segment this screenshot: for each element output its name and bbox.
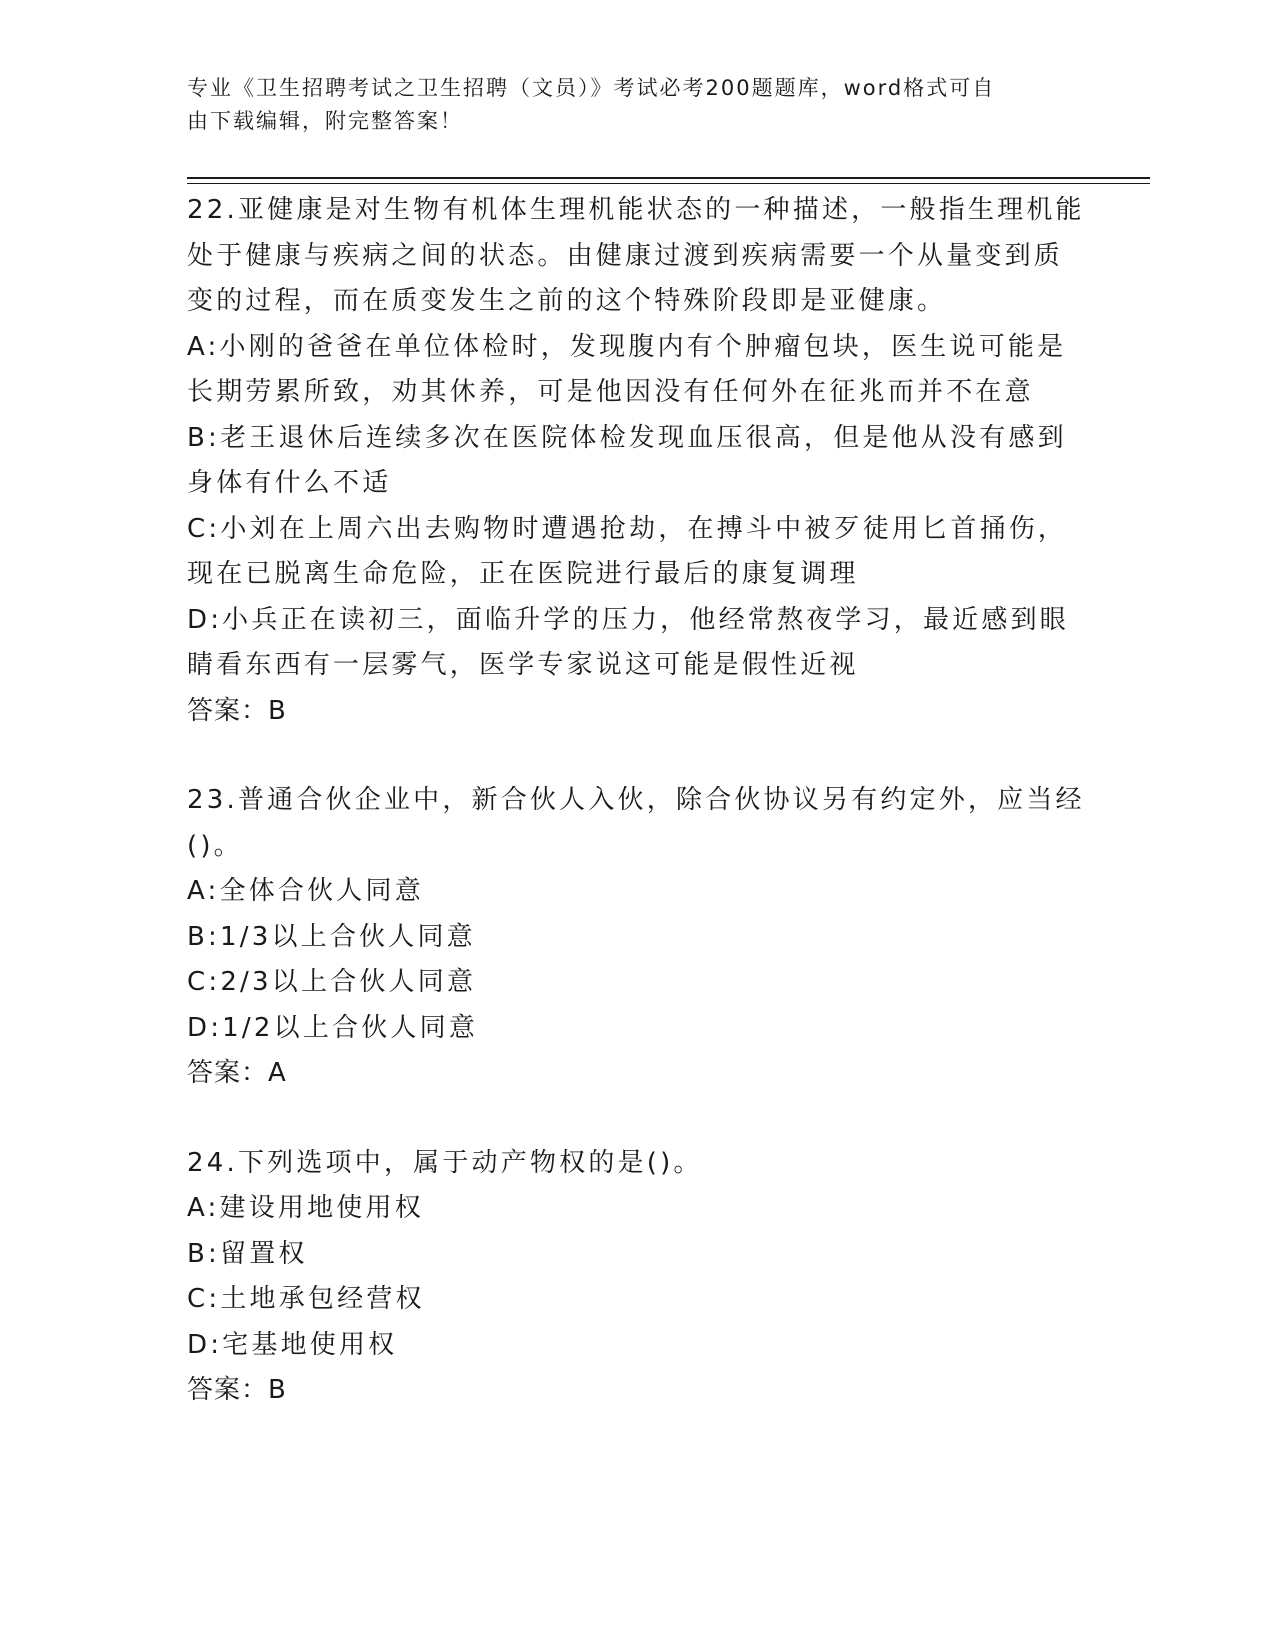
header-divider-thick — [187, 177, 1150, 179]
option-c-line: 现在已脱离生命危险，正在医院进行最后的康复调理 — [187, 559, 859, 589]
question-text-line: 处于健康与疾病之间的状态。由健康过渡到疾病需要一个从量变到质 — [187, 240, 1064, 271]
question-text-line: 22.亚健康是对生物有机体生理机能状态的一种描述，一般指生理机能 — [187, 195, 1085, 225]
option-a-line: A:全体合伙人同意 — [187, 876, 424, 906]
option-c-line: C:小刘在上周六出去购物时遭遇抢劫，在搏斗中被歹徒用匕首捅伤， — [187, 513, 1068, 544]
question-list — [187, 188, 1085, 1414]
answer-label: 答案：A — [187, 1058, 287, 1088]
question-spacer — [187, 734, 1067, 778]
question-text-line: 变的过程，而在质变发生之前的这个特殊阶段即是亚健康。 — [187, 286, 947, 316]
option-c-line: C:2/3以上合伙人同意 — [187, 967, 477, 997]
header-line-2: 由下载编辑，附完整答案！ — [187, 109, 463, 133]
question-22 — [187, 188, 1085, 734]
document-header — [187, 72, 1067, 138]
question-spacer — [187, 1097, 1067, 1141]
question-text-line: ()。 — [187, 830, 243, 861]
option-a-line: 长期劳累所致，劝其休养，可是他因没有任何外在征兆而并不在意 — [187, 377, 1034, 407]
answer-label: 答案：B — [187, 1375, 287, 1405]
option-c-line: C:土地承包经营权 — [187, 1284, 425, 1314]
question-text-line: 24.下列选项中，属于动产物权的是()。 — [187, 1147, 703, 1178]
question-23 — [187, 778, 1085, 1097]
option-b-line: B:1/3以上合伙人同意 — [187, 921, 476, 952]
option-b-line: B:老王退休后连续多次在医院体检发现血压很高，但是他从没有感到 — [187, 422, 1067, 453]
header-divider-thin — [187, 183, 1150, 184]
option-d-line: D:宅基地使用权 — [187, 1329, 398, 1360]
option-b-line: 身体有什么不适 — [187, 468, 392, 498]
option-a-line: A:建设用地使用权 — [187, 1193, 424, 1223]
header-line-1: 专业《卫生招聘考试之卫生招聘（文员）》考试必考200题题库，word格式可自 — [187, 76, 996, 100]
option-a-line: A:小刚的爸爸在单位体检时，发现腹内有个肿瘤包块，医生说可能是 — [187, 331, 1067, 362]
question-text-line: 23.普通合伙企业中，新合伙人入伙，除合伙协议另有约定外，应当经 — [187, 785, 1085, 815]
option-d-line: D:小兵正在读初三，面临升学的压力，他经常熬夜学习，最近感到眼 — [187, 604, 1069, 635]
option-d-line: D:1/2以上合伙人同意 — [187, 1012, 479, 1043]
question-24 — [187, 1141, 1067, 1414]
option-b-line: B:留置权 — [187, 1238, 308, 1269]
option-d-line: 睛看东西有一层雾气，医学专家说这可能是假性近视 — [187, 650, 859, 680]
answer-label: 答案：B — [187, 695, 287, 726]
